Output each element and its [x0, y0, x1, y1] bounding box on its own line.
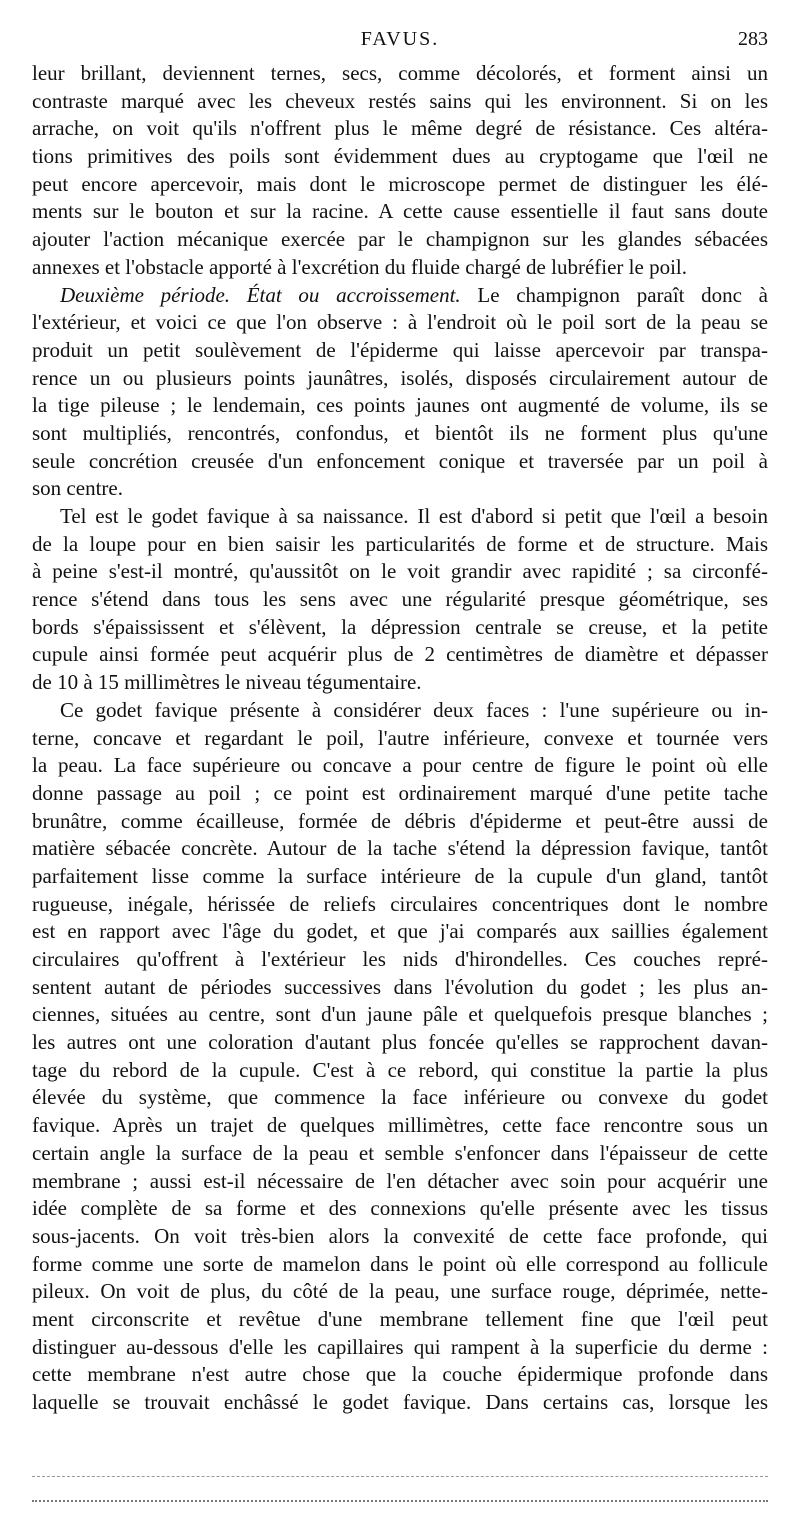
text-line: arrache, on voit qu'ils n'offrent plus le même degré de résistance. Ces altéra- — [32, 116, 768, 141]
text-line: de la loupe pour en bien saisir les particularités de forme et de structure. Mais — [32, 531, 768, 556]
text-line: ment circonscrite et revêtue d'une membrane tellement fine que l'œil peut — [32, 1306, 768, 1331]
text-line: donne passage au poil ; ce point est ordinairement marqué d'une petite tache — [32, 780, 768, 805]
paragraph-1 — [32, 60, 768, 282]
text-line: la tige pileuse ; le lendemain, ces points jaunes ont augmenté de volume, ils se — [32, 393, 768, 418]
text-line: laquelle se trouvait enchâssé le godet favique. Dans certains cas, lorsque les — [32, 1390, 768, 1414]
text-line — [32, 282, 768, 310]
text-line: favique. Après un trajet de quelques millimètres, cette face rencontre sous un — [32, 1113, 768, 1138]
text-line: l'extérieur, et voici ce que l'on observe : à l'endroit où le poil sort de la peau se — [32, 310, 768, 335]
text-line: annexes et l'obstacle apporté à l'excrétion du fluide chargé de lubréfier le poil. — [32, 254, 687, 279]
text-line: Ce godet favique présente à considérer deux faces : l'une supérieure ou in- — [60, 697, 768, 722]
text-line: élevée du système, que commence la face inférieure ou convexe du godet — [32, 1085, 768, 1110]
text-line: idée complète de sa forme et des connexions qu'elle présente avec les tissus — [32, 1196, 768, 1221]
text-line: cette membrane n'est autre chose que la couche épidermique profonde dans — [32, 1362, 768, 1387]
text-line: ciennes, situées au centre, sont d'un jaune pâle et quelquefois presque blanches ; — [32, 1002, 768, 1027]
text-line: les autres ont une coloration d'autant plus foncée qu'elles se rapprochent davan- — [32, 1030, 768, 1055]
text-line: tions primitives des poils sont évidemment dues au cryptogame que l'œil ne — [32, 144, 768, 169]
footer-rule — [32, 1500, 768, 1502]
text-line: à peine s'est-il montré, qu'aussitôt on le voit grandir avec rapidité ; sa circonfé- — [32, 559, 768, 584]
text-line: distinguer au-dessous d'elle les capillaires qui rampent à la superficie du derme : — [32, 1334, 768, 1359]
section-heading: Deuxième période. État ou accroissement. — [60, 282, 461, 307]
text-line: terne, concave et regardant le poil, l'autre inférieure, convexe et tournée vers — [32, 725, 768, 750]
text-line: circulaires qu'offrent à l'extérieur les nids d'hirondelles. Ces couches repré- — [32, 947, 768, 971]
body-text — [32, 60, 768, 1417]
text-line: la peau. La face supérieure ou concave a pour centre de figure le point où elle — [32, 753, 768, 778]
paragraph-3 — [32, 503, 768, 697]
page-number: 283 — [738, 28, 768, 50]
text-line: contraste marqué avec les cheveux restés sains qui les environnent. Si on les — [32, 88, 768, 113]
text-line: membrane ; aussi est-il nécessaire de l'en détacher avec soin pour acquérir une — [32, 1168, 768, 1193]
text-line: bords s'épaississent et s'élèvent, la dépression centrale se creuse, et la petite — [32, 614, 768, 639]
text-line: parfaitement lisse comme la surface intérieure de la cupule d'un gland, tantôt — [32, 863, 768, 888]
text-line: certain angle la surface de la peau et semble s'enfoncer dans l'épaisseur de cette — [32, 1140, 768, 1165]
text-line: peut encore apercevoir, mais dont le microscope permet de distinguer les élé- — [32, 171, 768, 196]
text-line: son centre. — [32, 476, 123, 501]
text-line: rugueuse, inégale, hérissée de reliefs circulaires concentriques dont le nombre — [32, 891, 768, 916]
text-line: produit un petit soulèvement de l'épiderme qui laisse apercevoir par transpa- — [32, 337, 768, 362]
text-line: rence un ou plusieurs points jaunâtres, isolés, disposés circulairement autour de — [32, 365, 768, 390]
text-line: brunâtre, comme écailleuse, formée de débris d'épiderme et peut-être aussi de — [32, 808, 768, 833]
text-line: sentent autant de périodes successives dans l'évolution du godet ; les plus an- — [32, 974, 768, 999]
text-line: leur brillant, deviennent ternes, secs, comme décolorés, et forment ainsi un — [32, 61, 768, 85]
text-run: Le champignon paraît donc à — [460, 282, 769, 307]
page-header — [32, 28, 768, 58]
text-line: rence s'étend dans tous les sens avec une régularité presque géométrique, ses — [32, 587, 768, 612]
footer-rule — [32, 1476, 768, 1477]
running-title: FAVUS. — [360, 28, 440, 50]
text-line: sont multipliés, rencontrés, confondus, et bientôt ils ne forment plus qu'une — [32, 420, 768, 445]
text-line: matière sébacée concrète. Autour de la tache s'étend la dépression favique, tantôt — [32, 836, 768, 861]
text-line: forme comme une sorte de mamelon dans le point où elle correspond au follicule — [32, 1251, 768, 1276]
text-line: cupule ainsi formée peut acquérir plus de 2 centimètres de diamètre et dépasser — [32, 642, 768, 667]
text-line: tage du rebord de la cupule. C'est à ce rebord, qui constitue la partie la plus — [32, 1057, 768, 1082]
text-line: pileux. On voit de plus, du côté de la peau, une surface rouge, déprimée, nette- — [32, 1279, 768, 1304]
text-line: Tel est le godet favique à sa naissance. Il est d'abord si petit que l'œil a besoin — [60, 504, 768, 528]
text-line: seule concrétion creusée d'un enfoncement conique et traversée par un poil à — [32, 448, 768, 473]
text-line: ments sur le bouton et sur la racine. A cette cause essentielle il faut sans doute — [32, 199, 768, 224]
paragraph-4 — [32, 697, 768, 1417]
text-line: est en rapport avec l'âge du godet, et que j'ai comparés aux saillies également — [32, 919, 768, 944]
text-line: de 10 à 15 millimètres le niveau tégumentaire. — [32, 670, 422, 695]
text-line: sous-jacents. On voit très-bien alors la convexité de cette face profonde, qui — [32, 1223, 768, 1248]
text-line: ajouter l'action mécanique exercée par le champignon sur les glandes sébacées — [32, 227, 768, 252]
paragraph-2 — [32, 282, 768, 504]
